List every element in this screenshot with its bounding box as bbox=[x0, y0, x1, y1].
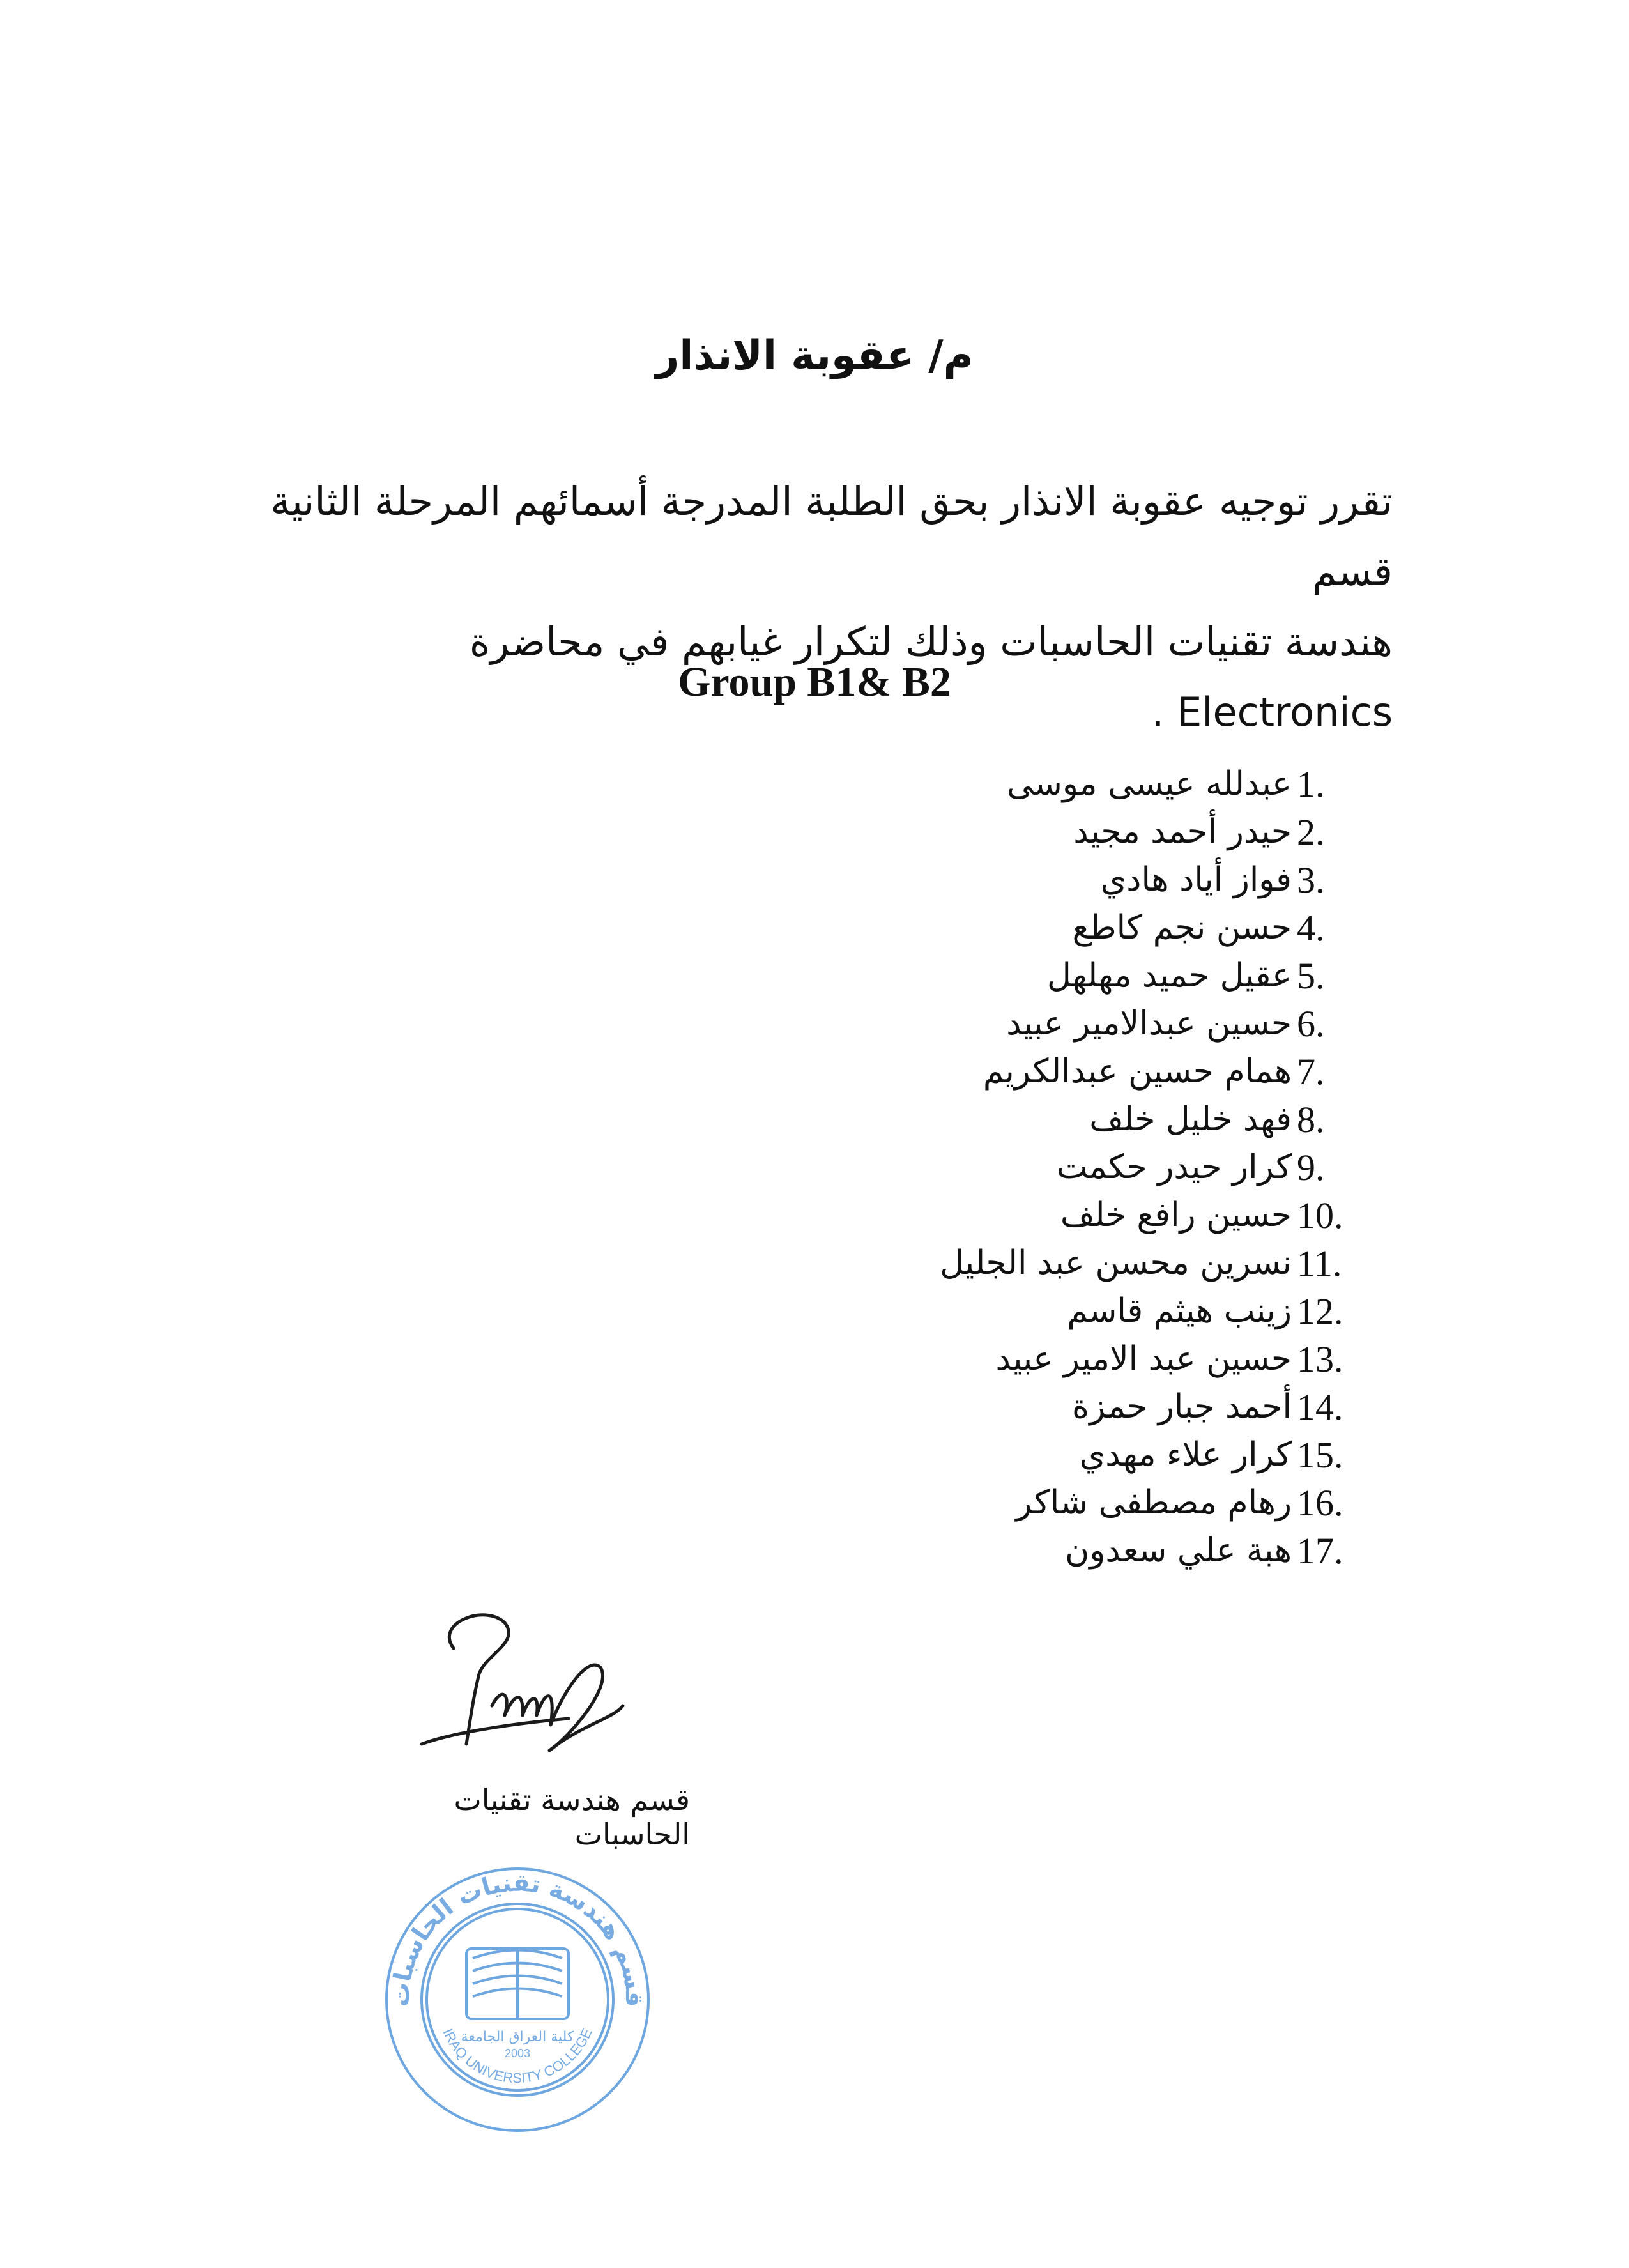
stamp-college-text: كلية العراق الجامعة bbox=[461, 2029, 574, 2045]
student-list-item bbox=[652, 1431, 1354, 1479]
student-number: 12. bbox=[1297, 1291, 1343, 1332]
student-list-item bbox=[652, 808, 1354, 856]
student-list-item bbox=[652, 1191, 1354, 1239]
student-name: حسين رافع خلف bbox=[1060, 1196, 1292, 1234]
group-heading: Group B1& B2 bbox=[678, 659, 951, 705]
student-name: كرار حيدر حكمت bbox=[1056, 1148, 1292, 1186]
student-number: 8. bbox=[1297, 1099, 1325, 1140]
student-number: 3. bbox=[1297, 859, 1325, 901]
student-number: 4. bbox=[1297, 907, 1325, 949]
student-name: فواز أياد هادي bbox=[1100, 861, 1292, 899]
student-list-item bbox=[652, 1383, 1354, 1431]
student-name: أحمد جبار حمزة bbox=[1072, 1388, 1292, 1426]
student-number: 6. bbox=[1297, 1003, 1325, 1045]
student-name: عبدلله عيسى موسى bbox=[1006, 765, 1292, 803]
student-list-item bbox=[652, 1048, 1354, 1096]
student-list bbox=[652, 760, 1354, 1575]
student-number: 11. bbox=[1297, 1243, 1342, 1284]
student-name: حسن نجم كاطع bbox=[1072, 908, 1292, 947]
student-list-item bbox=[652, 952, 1354, 1000]
student-number: 16. bbox=[1297, 1482, 1343, 1524]
department-stamp-seal bbox=[371, 1853, 664, 2147]
stamp-year: 2003 bbox=[504, 2047, 531, 2060]
student-list-item bbox=[652, 1287, 1354, 1335]
student-name: هبة علي سعدون bbox=[1065, 1531, 1292, 1570]
student-name: حيدر أحمد مجيد bbox=[1073, 813, 1292, 851]
student-name: همام حسين عبدالكريم bbox=[983, 1052, 1292, 1091]
student-list-item bbox=[652, 1527, 1354, 1575]
student-number: 13. bbox=[1297, 1338, 1343, 1380]
handwritten-signature bbox=[409, 1597, 626, 1770]
student-number: 15. bbox=[1297, 1434, 1343, 1476]
student-list-item bbox=[652, 1239, 1354, 1287]
student-number: 17. bbox=[1297, 1530, 1343, 1572]
student-list-item bbox=[652, 1000, 1354, 1048]
student-list-item bbox=[652, 760, 1354, 808]
student-list-item bbox=[652, 904, 1354, 952]
department-signature-label: قسم هندسة تقنيات الحاسبات bbox=[454, 1782, 690, 1851]
student-list-item bbox=[652, 1479, 1354, 1527]
student-name: حسين عبد الامير عبيد bbox=[995, 1340, 1292, 1378]
student-list-item bbox=[652, 856, 1354, 904]
stamp-outer-text: قسم هندسة تقنيات الحاسبات bbox=[386, 1868, 649, 2007]
body-line-1: تقرر توجيه عقوبة الانذار بحق الطلبة المدرجة أسمائهم المرحلة الثانية قسم bbox=[270, 478, 1393, 595]
student-name: زينب هيثم قاسم bbox=[1067, 1292, 1292, 1330]
student-number: 1. bbox=[1297, 763, 1325, 805]
document-title: م/ عقوبة الانذار bbox=[655, 332, 974, 379]
student-list-item bbox=[652, 1144, 1354, 1191]
student-number: 5. bbox=[1297, 955, 1325, 997]
student-number: 9. bbox=[1297, 1147, 1325, 1188]
student-list-item bbox=[652, 1096, 1354, 1144]
student-name: حسين عبدالامير عبيد bbox=[1006, 1004, 1292, 1043]
student-name: رهام مصطفى شاكر bbox=[1016, 1483, 1292, 1522]
student-name: عقيل حميد مهلهل bbox=[1046, 956, 1292, 995]
student-number: 14. bbox=[1297, 1386, 1343, 1428]
stamp-inner-text: IRAQ UNIVERSITY COLLEGE bbox=[440, 2026, 595, 2087]
student-number: 2. bbox=[1297, 811, 1325, 853]
student-name: فهد خليل خلف bbox=[1089, 1100, 1292, 1138]
student-number: 10. bbox=[1297, 1195, 1343, 1236]
body-line-2: هندسة تقنيات الحاسبات وذلك لتكرار غيابهم في محاضرة Electronics . bbox=[469, 618, 1393, 735]
student-list-item bbox=[652, 1335, 1354, 1383]
student-name: كرار علاء مهدي bbox=[1079, 1436, 1292, 1474]
student-number: 7. bbox=[1297, 1051, 1325, 1092]
student-name: نسرين محسن عبد الجليل bbox=[940, 1244, 1292, 1282]
